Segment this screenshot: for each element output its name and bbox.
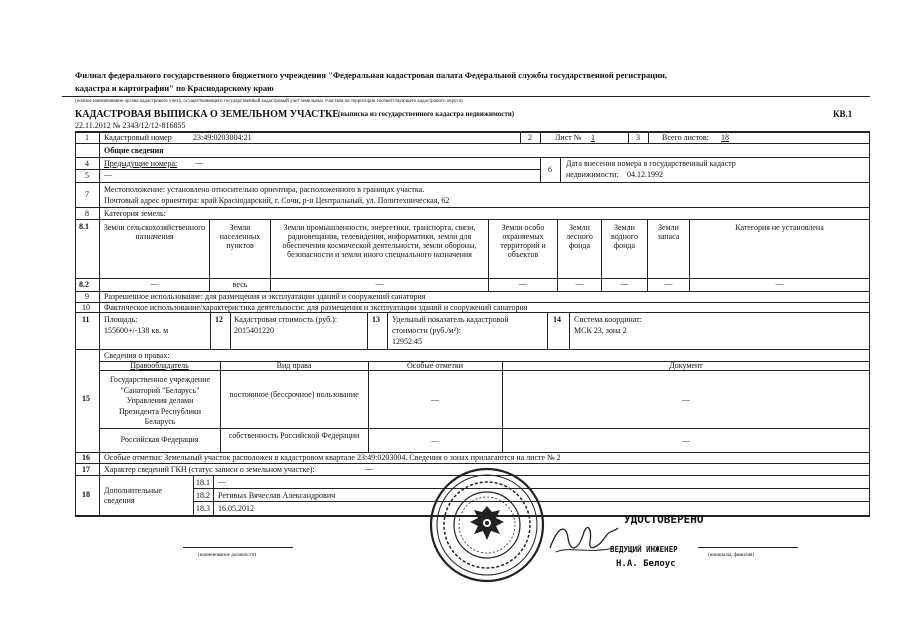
rights-header-holder: Правообладатель (130, 361, 189, 370)
general-info-heading: Общие сведения (104, 146, 164, 155)
document-title: КАДАСТРОВАЯ ВЫПИСКА О ЗЕМЕЛЬНОМ УЧАСТКЕ (75, 109, 339, 120)
row-num-16: 16 (82, 453, 90, 462)
row-num-9: 9 (85, 292, 89, 301)
rights-header-document: Документ (669, 361, 703, 370)
initials-line (698, 547, 798, 548)
row-num-18-3: 18.3 (196, 504, 210, 513)
certified-stamp-text: УДОСТОВЕРЕНО (624, 513, 704, 526)
row-num-10: 10 (82, 303, 90, 312)
val-reserve: — (664, 279, 673, 288)
specific-cost-label-1: Удельный показатель кадастровой (392, 315, 509, 324)
location-line-1: Местоположение: установлено относительно ориентира, расположенного в границах участка. (104, 185, 425, 194)
holder-2: Российская Федерация (120, 435, 199, 444)
additional-18-1: — (218, 477, 226, 486)
registration-date-label: Дата внесения номера в государственный кадастр (566, 159, 736, 168)
land-category-label: Категория земель: (104, 209, 166, 218)
cat-agricultural: Земли сельскохозяйственного назначения (103, 223, 206, 241)
marks-1: — (431, 395, 439, 404)
document-2: — (682, 436, 690, 445)
rights-header-right: Вид права (276, 361, 312, 370)
total-sheets-value: 18 (721, 133, 729, 142)
row-num-12: 12 (215, 315, 223, 324)
cat-forest: Земли лесного фонда (566, 223, 593, 250)
additional-18-2: Ретивых Вячеслав Александрович (218, 491, 336, 500)
marks-2: — (431, 436, 439, 445)
row-num-18-2: 18.2 (196, 491, 210, 500)
location-line-2: Почтовый адрес ориентира: край Краснодарский, г. Сочи, р-н Центральный, ул. Политехническая, 62 (104, 196, 450, 205)
area-label: Площадь: (104, 315, 138, 324)
row-num-17: 17 (82, 465, 90, 474)
sheet-label: Лист № (555, 133, 582, 142)
row-num-8-2: 8.2 (79, 280, 89, 289)
row-num-7: 7 (85, 190, 89, 199)
registration-date-label-2: недвижимости: (566, 170, 619, 179)
cost-value: 2015401220 (234, 326, 274, 335)
title-note: (выписка из государственного кадастра недвижимости) (338, 110, 515, 118)
signer-position: ВЕДУЩИЙ ИНЖЕНЕР (610, 545, 678, 554)
signer-name: Н.А. Белоус (616, 559, 676, 569)
specific-cost-value: 12952.45 (392, 337, 422, 346)
row-num-8: 8 (85, 209, 89, 218)
previous-numbers-label: Предыдущие номера: (104, 159, 178, 168)
val-forest: — (575, 279, 584, 288)
additional-18-3: 16.05.2012 (218, 504, 254, 513)
coord-system-label: Система координат: (574, 315, 642, 324)
row-num-5: 5 (85, 171, 89, 180)
row-num-3: 3 (636, 133, 640, 142)
row-num-18-1: 18.1 (196, 478, 210, 487)
official-seal-icon (428, 466, 546, 584)
val-industry: — (375, 279, 384, 288)
row-num-8-1: 8.1 (79, 222, 89, 231)
coord-system-value: МСК 23, зона 2 (574, 326, 627, 335)
sheet-value: 1 (591, 133, 595, 142)
special-marks: Особые отметки: Земельный участок расположен в кадастровом квартале 23:49:0203004. Сведения о зонах прилагаются на листе № 2 (104, 453, 561, 462)
permitted-use: Разрешенное использование: для размещения и эксплуатации зданий и сооружений санатория (104, 292, 426, 301)
row-num-13: 13 (372, 315, 380, 324)
row-num-4: 4 (85, 159, 89, 168)
row-num-14: 14 (553, 315, 561, 324)
cat-industry: Земли промышленности, энергетики, транспорта, связи, радиовещания, телевидения, информатики, земли для обеспечения космической деятельности, земли обороны, безопасности и земли иного специального назначения (282, 223, 477, 259)
row-num-15: 15 (82, 394, 90, 403)
org-line-1: Филиал федерального государственного бюджетного учреждения "Федеральная кадастровая палата Федеральной службы государственной регистрации, (75, 70, 667, 80)
form-code: КВ.1 (833, 109, 853, 119)
additional-info-label: Дополнительные сведения (104, 486, 163, 505)
record-status-value: — (365, 464, 373, 473)
cat-reserve: Земли запаса (657, 223, 680, 241)
total-sheets-label: Всего листов: (662, 133, 709, 142)
holder-1: Государственное учреждение "Санаторий "Беларусь" Управления делами Президента Республики Беларусь (109, 375, 211, 426)
row-num-18: 18 (82, 490, 90, 499)
val-water: — (620, 279, 629, 288)
actual-use: Фактическое использование/характеристика деятельности: для размещения и эксплуатации зданий и сооружений санатория (104, 303, 528, 312)
cadastral-number-value: 23:49:0203004:21 (193, 133, 252, 142)
position-line (183, 547, 293, 548)
initials-caption: (инициалы, фамилия) (708, 553, 755, 558)
cat-water: Земли водного фонда (611, 223, 638, 250)
handwritten-signature (548, 518, 620, 558)
specific-cost-label-2: стоимости (руб./м²): (392, 326, 461, 335)
rights-header-marks: Особые отметки (407, 361, 463, 370)
cat-settlements: Земли населенных пунктов (219, 223, 261, 250)
previous-numbers-value: — (195, 158, 203, 167)
date-number: 22.11.2012 № 2343/12/12-816855 (75, 121, 186, 130)
rights-heading: Сведения о правах: (104, 351, 170, 360)
val-not-set: — (775, 279, 784, 288)
registration-date-value: 04.12.1992 (627, 170, 663, 179)
row-num-11: 11 (82, 315, 90, 324)
right-type-2: собственность Российской Федерации (228, 431, 360, 440)
row-num-6: 6 (548, 165, 552, 174)
cost-label: Кадастровая стоимость (руб.): (234, 315, 338, 324)
area-value: 155600+/-138 кв. м (104, 326, 169, 335)
val-agricultural: — (150, 279, 159, 288)
org-caption: (полное наименование органа кадастрового учета, осуществляющего государственный кадастровый учет земельных участков на территории соответствующего кадастрового округа) (75, 99, 463, 104)
cat-protected: Земли особо охраняемых территорий и объектов (500, 223, 546, 259)
cadastral-number-label: Кадастровый номер (104, 133, 172, 142)
record-status-label: Характер сведений ГКН (статус записи о земельном участке): (104, 465, 315, 474)
document-1: — (682, 395, 690, 404)
right-type-1: постоянное (бессрочное) пользование (229, 390, 359, 399)
cat-not-set: Категория не установлена (735, 223, 824, 232)
org-underline (62, 96, 870, 97)
val-protected: — (519, 279, 527, 288)
row-num-1: 1 (85, 133, 89, 142)
position-caption: (наименование должности) (198, 553, 257, 558)
row-5-value: — (104, 170, 112, 179)
org-line-2: кадастра и картографии" по Краснодарскому краю (75, 83, 274, 93)
row-num-2: 2 (528, 133, 532, 142)
val-settlements: весь (232, 280, 248, 289)
